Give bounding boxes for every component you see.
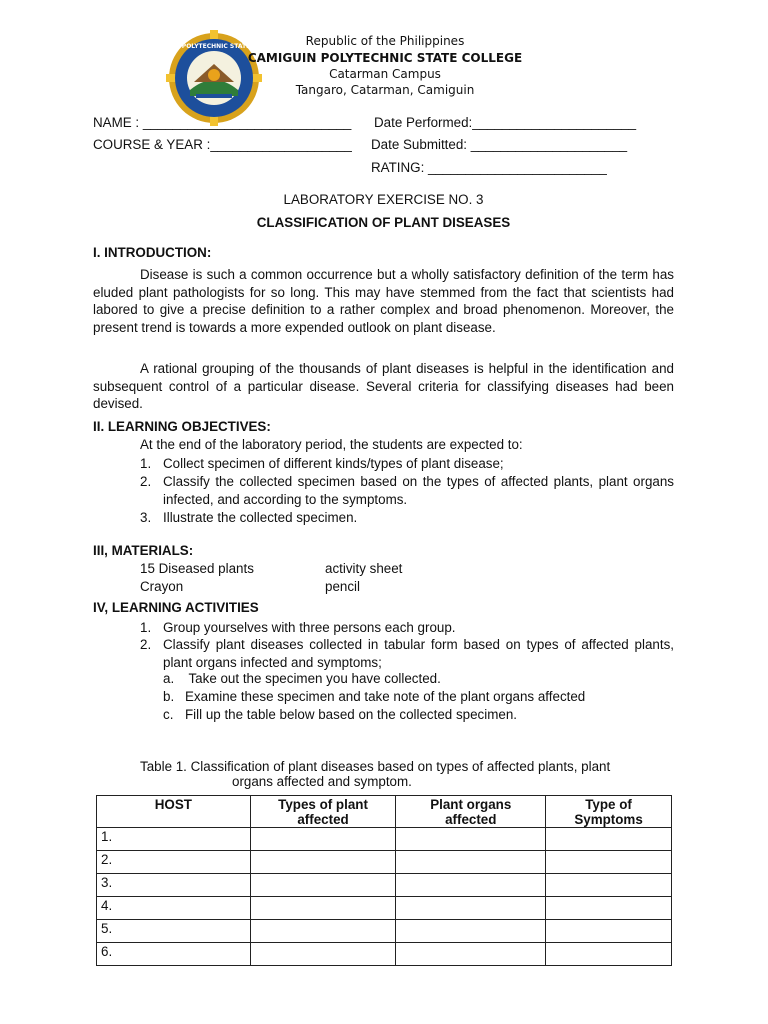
subitem-text: Fill up the table below based on the collected specimen.	[185, 707, 517, 722]
introduction-heading: I. INTRODUCTION:	[93, 245, 212, 260]
header-type-of-symptoms: Type of Symptoms	[546, 796, 672, 828]
objective-text: Collect specimen of different kinds/types of plant disease;	[163, 456, 504, 471]
activity-item	[140, 636, 674, 671]
empty-cell[interactable]	[546, 851, 672, 874]
introduction-paragraph-2: A rational grouping of the thousands of plant diseases is helpful in the identification and subsequent control of a particular disease. Several criteria for classifying diseases had been devised.	[93, 361, 674, 412]
activity-subitem	[163, 707, 517, 722]
empty-cell[interactable]	[250, 897, 396, 920]
activity-subitem	[163, 671, 441, 686]
date-submitted-field[interactable]: Date Submitted: _____________________	[371, 137, 628, 152]
table-row	[97, 828, 672, 851]
empty-cell[interactable]	[250, 943, 396, 966]
college-address: Tangaro, Catarman, Camiguin	[295, 83, 475, 97]
header-types-of-plant: Types of plant affected	[250, 796, 396, 828]
header-host: HOST	[97, 796, 251, 828]
activity-number: 1.	[140, 620, 152, 635]
row-number-cell: 4.	[97, 897, 251, 920]
material-item: Crayon	[140, 579, 184, 594]
objective-number: 1.	[140, 456, 152, 471]
subitem-letter: a.	[163, 671, 175, 686]
empty-cell[interactable]	[396, 897, 546, 920]
introduction-paragraph-1: Disease is such a common occurrence but a wholly satisfactory definition of the term has eluded plant pathologists for so long. This may have stemmed from the fact that scientists had labored to give a precise definition to a rather complex and broad phenomenon. Moreover, the present trend is towards a more expended outlook on plant disease.	[93, 267, 674, 335]
campus-name: Catarman Campus	[329, 67, 441, 81]
objectives-heading: II. LEARNING OBJECTIVES:	[93, 419, 271, 434]
activity-number: 2.	[140, 637, 152, 652]
table-row	[97, 874, 672, 897]
objective-item	[140, 455, 674, 473]
row-number-cell: 1.	[97, 828, 251, 851]
activity-item	[140, 619, 674, 637]
objective-text: Illustrate the collected specimen.	[163, 510, 358, 525]
row-number-cell: 5.	[97, 920, 251, 943]
table-caption-line-1: Table 1. Classification of plant diseases based on types of affected plants, plant	[140, 759, 611, 774]
materials-heading: III, MATERIALS:	[93, 543, 194, 558]
activity-text: Classify plant diseases collected in tabular form based on types of affected plants, plant organs infected and symptoms;	[163, 637, 674, 670]
exercise-number: LABORATORY EXERCISE NO. 3	[283, 192, 484, 207]
empty-cell[interactable]	[396, 874, 546, 897]
empty-cell[interactable]	[546, 828, 672, 851]
material-item: activity sheet	[325, 561, 403, 576]
objective-text: Classify the collected specimen based on the types of affected plants, plant organs infected, and according to the symptoms.	[163, 474, 674, 507]
table-caption-line-2: organs affected and symptom.	[232, 774, 412, 789]
header-plant-organs: Plant organs affected	[396, 796, 546, 828]
rating-field[interactable]: RATING: ________________________	[371, 160, 607, 175]
date-performed-field[interactable]: Date Performed:______________________	[374, 115, 637, 130]
table-row	[97, 920, 672, 943]
empty-cell[interactable]	[546, 943, 672, 966]
empty-cell[interactable]	[546, 874, 672, 897]
objective-number: 2.	[140, 474, 152, 489]
seal-text: CAMIGUIN POLYTECHNIC STATE COLLEGE	[145, 43, 283, 50]
table-row	[97, 897, 672, 920]
row-number-cell: 6.	[97, 943, 251, 966]
classification-table	[96, 795, 672, 966]
empty-cell[interactable]	[546, 897, 672, 920]
activity-text: Group yourselves with three persons each group.	[163, 620, 456, 635]
subitem-text: Take out the specimen you have collected.	[185, 671, 441, 686]
table-row	[97, 943, 672, 966]
page-title: CLASSIFICATION OF PLANT DISEASES	[256, 215, 511, 230]
objective-number: 3.	[140, 510, 152, 525]
objectives-intro: At the end of the laboratory period, the students are expected to:	[140, 437, 523, 452]
course-year-field[interactable]: COURSE & YEAR :___________________	[93, 137, 352, 152]
empty-cell[interactable]	[396, 920, 546, 943]
activity-subitem	[163, 689, 585, 704]
subitem-letter: b.	[163, 689, 175, 704]
empty-cell[interactable]	[250, 874, 396, 897]
college-name: CAMIGUIN POLYTECHNIC STATE COLLEGE	[247, 51, 523, 65]
objective-item	[140, 473, 674, 508]
empty-cell[interactable]	[250, 828, 396, 851]
empty-cell[interactable]	[396, 851, 546, 874]
activities-heading: IV, LEARNING ACTIVITIES	[93, 600, 259, 615]
row-number-cell: 3.	[97, 874, 251, 897]
empty-cell[interactable]	[250, 920, 396, 943]
objective-item	[140, 509, 674, 527]
name-field[interactable]: NAME : ____________________________	[93, 115, 352, 130]
table-header-row	[97, 796, 672, 828]
empty-cell[interactable]	[250, 851, 396, 874]
empty-cell[interactable]	[546, 920, 672, 943]
empty-cell[interactable]	[396, 943, 546, 966]
material-item: 15 Diseased plants	[140, 561, 254, 576]
subitem-letter: c.	[163, 707, 174, 722]
table-row	[97, 851, 672, 874]
republic-line: Republic of the Philippines	[305, 34, 465, 48]
row-number-cell: 2.	[97, 851, 251, 874]
empty-cell[interactable]	[396, 828, 546, 851]
subitem-text: Examine these specimen and take note of the plant organs affected	[185, 689, 586, 704]
material-item: pencil	[325, 579, 360, 594]
